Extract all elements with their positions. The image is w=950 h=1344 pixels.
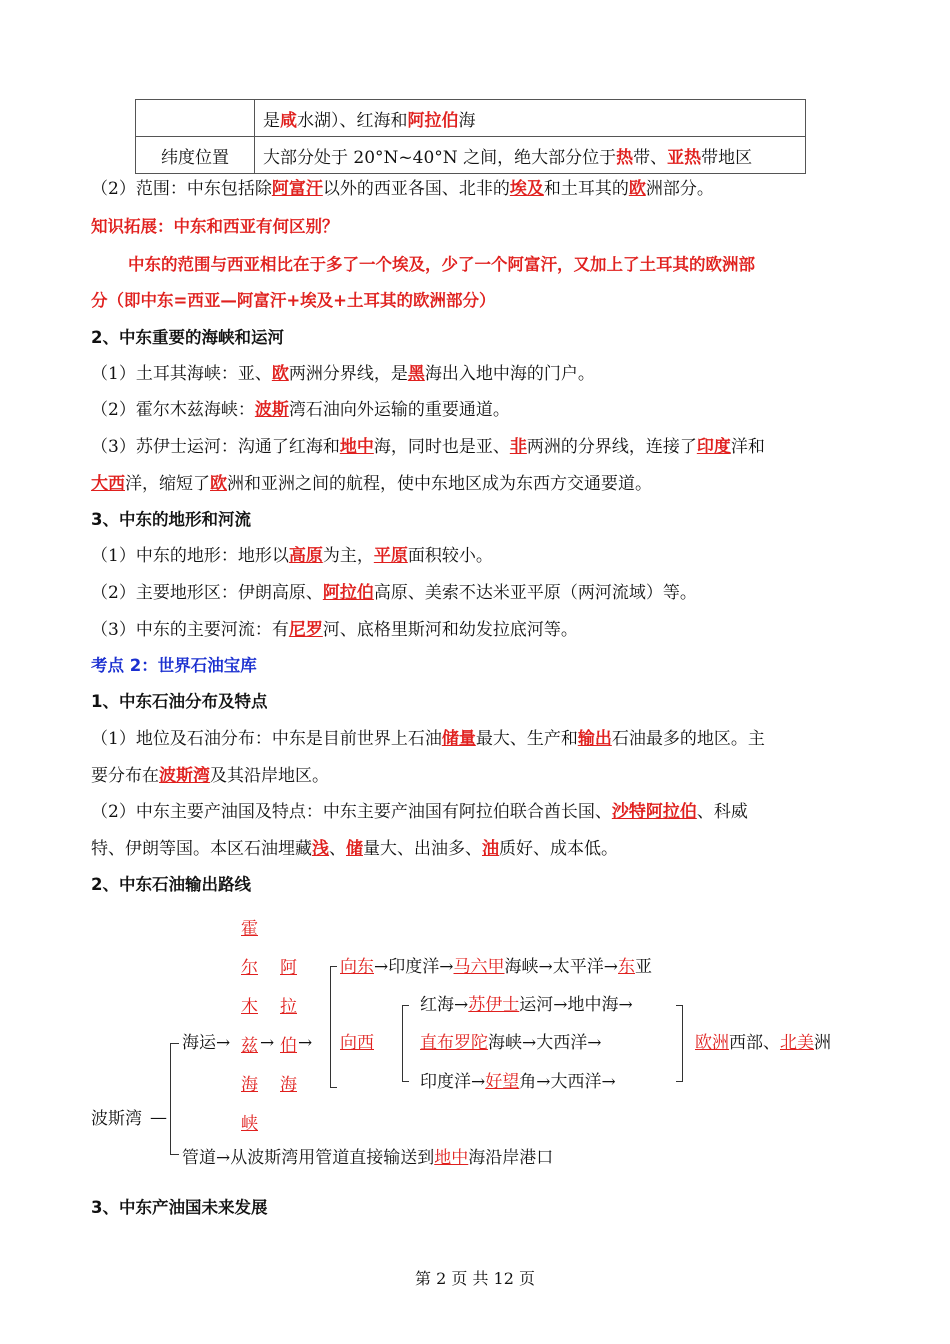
section-title: 3、中东产油国未来发展 (91, 1198, 268, 1217)
paragraph: （2）霍尔木兹海峡：波斯湾石油向外运输的重要通道。 (91, 400, 510, 420)
section-title: 1、中东石油分布及特点 (91, 692, 268, 711)
sea-route: 海运→ (182, 1033, 231, 1053)
west-route-suez: 红海→苏伊士运河→地中海→ (420, 995, 633, 1015)
paragraph: （1）土耳其海峡：亚、欧两洲分界线，是黑海出入地中海的门户。 (91, 364, 595, 384)
arrow: → (298, 1033, 313, 1053)
table-cell-empty (136, 100, 255, 137)
west-route-cape: 印度洋→好望角→大西洋→ (420, 1072, 616, 1092)
section-title: 2、中东重要的海峡和运河 (91, 328, 284, 347)
paragraph: （2）中东主要产油国及特点：中东主要产油国有阿拉伯联合酋长国、沙特阿拉伯、科威 (91, 802, 748, 822)
table-label-latitude: 纬度位置 (136, 137, 255, 174)
location-table (135, 99, 806, 174)
origin-connector: — (150, 1108, 167, 1128)
paragraph: 要分布在波斯湾及其沿岸地区。 (91, 766, 329, 786)
page-footer: 第 2 页 共 12 页 (415, 1269, 535, 1288)
paragraph: （1）地位及石油分布：中东是目前世界上石油储量最大、生产和输出石油最多的地区。主 (91, 729, 765, 749)
section-title: 3、中东的地形和河流 (91, 510, 251, 529)
extension-line-2: 分（即中东=西亚—阿富汗+埃及+土耳其的欧洲部分） (91, 291, 496, 310)
paragraph: 特、伊朗等国。本区石油埋藏浅、储量大、出油多、油质好、成本低。 (91, 839, 618, 859)
hormuz-column: 霍 尔 木 兹 海 峡 (241, 919, 258, 1134)
arrow: → (260, 1033, 275, 1053)
scope-line: （2）范围：中东包括除阿富汗以外的西亚各国、北非的埃及和土耳其的欧洲部分。 (91, 179, 714, 199)
west-bracket (402, 1005, 409, 1082)
direction-bracket (330, 966, 337, 1088)
origin-label: 波斯湾 (91, 1109, 142, 1129)
topic-title: 考点 2：世界石油宝库 (91, 656, 257, 675)
destination: 欧洲西部、北美洲 (695, 1033, 831, 1053)
west-route-gibraltar: 直布罗陀海峡→大西洋→ (420, 1033, 602, 1053)
table-row (136, 100, 806, 137)
arabian-sea-column: 阿 拉 伯 海 (280, 958, 297, 1095)
merge-bracket (676, 1005, 683, 1082)
pipeline-route: 管道→从波斯湾用管道直接输送到地中海沿岸港口 (182, 1148, 554, 1168)
west-label: 向西 (340, 1033, 374, 1053)
east-route: 向东→印度洋→马六甲海峡→太平洋→东亚 (340, 957, 652, 977)
paragraph: （1）中东的地形：地形以高原为主，平原面积较小。 (91, 546, 493, 566)
extension-line-1: 中东的范围与西亚相比在于多了一个埃及，少了一个阿富汗，又加上了土耳其的欧洲部 (128, 255, 755, 274)
table-row (136, 137, 806, 174)
paragraph: （2）主要地形区：伊朗高原、阿拉伯高原、美索不达米亚平原（两河流域）等。 (91, 583, 697, 603)
paragraph: （3）苏伊士运河：沟通了红海和地中海，同时也是亚、非两洲的分界线，连接了印度洋和 (91, 437, 765, 457)
table-cell: 大部分处于 20°N~40°N 之间，绝大部分位于热带、亚热带地区 (255, 137, 806, 174)
section-title: 2、中东石油输出路线 (91, 875, 251, 894)
origin-bracket (170, 1043, 179, 1155)
table-cell: 是咸水湖）、红海和阿拉伯海 (255, 100, 806, 137)
paragraph: 大西洋，缩短了欧洲和亚洲之间的航程，使中东地区成为东西方交通要道。 (91, 474, 652, 494)
extension-title: 知识拓展：中东和西亚有何区别？ (91, 217, 339, 236)
paragraph: （3）中东的主要河流：有尼罗河、底格里斯河和幼发拉底河等。 (91, 620, 578, 640)
